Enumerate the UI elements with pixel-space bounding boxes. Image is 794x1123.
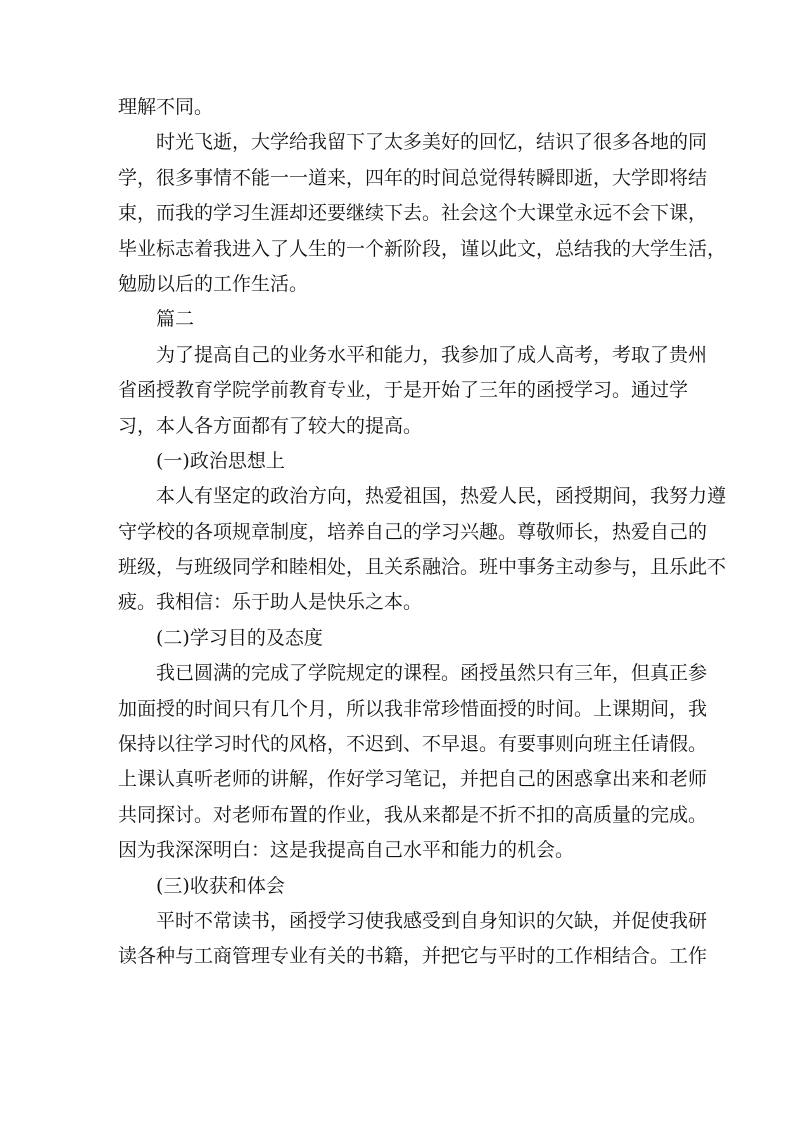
text-line: 班级，与班级同学和睦相处，且关系融洽。班中事务主动参与，且乐此不 (118, 556, 727, 579)
text-line: 理解不同。 (118, 96, 214, 118)
text-line: (三)收获和体会 (156, 874, 285, 897)
text-line: 读各种与工商管理专业有关的书籍，并把它与平时的工作相结合。工作 (118, 945, 708, 968)
text-line: 时光飞逝，大学给我留下了太多美好的回忆，结识了很多各地的同 (156, 131, 708, 154)
text-line: 守学校的各项规章制度，培养自己的学习兴趣。尊敬师长，热爱自己的 (118, 520, 708, 543)
text-line: 毕业标志着我进入了人生的一个新阶段，谨以此文，总结我的大学生活， (118, 237, 727, 260)
text-line: 疲。我相信：乐于助人是快乐之本。 (118, 591, 423, 614)
text-line: 篇二 (156, 308, 195, 331)
text-line: 习，本人各方面都有了较大的提高。 (118, 414, 423, 437)
document-body (118, 90, 727, 975)
text-line: 为了提高自己的业务水平和能力，我参加了成人高考，考取了贵州 (156, 343, 708, 366)
text-line: 保持以往学习时代的风格，不迟到、不早退。有要事则向班主任请假。 (118, 733, 708, 756)
text-line: 上课认真听老师的讲解，作好学习笔记，并把自己的困惑拿出来和老师 (118, 768, 708, 791)
text-line: 加面授的时间只有几个月，所以我非常珍惜面授的时间。上课期间，我 (118, 697, 708, 720)
text-line: (二)学习目的及态度 (156, 626, 323, 649)
text-line: 因为我深深明白：这是我提高自己水平和能力的机会。 (118, 839, 575, 862)
text-line: 省函授教育学院学前教育专业，于是开始了三年的函授学习。通过学 (118, 379, 689, 402)
text-line: 束，而我的学习生涯却还要继续下去。社会这个大课堂永远不会下课， (118, 202, 708, 225)
text-line: (一)政治思想上 (156, 449, 285, 472)
text-line: 我已圆满的完成了学院规定的课程。函授虽然只有三年，但真正参 (156, 662, 708, 685)
text-line: 平时不常读书，函授学习使我感受到自身知识的欠缺，并促使我研 (156, 909, 708, 932)
text-line: 本人有坚定的政治方向，热爱祖国，热爱人民，函授期间，我努力遵 (156, 485, 727, 508)
text-line: 勉励以后的工作生活。 (118, 272, 309, 295)
text-line: 共同探讨。对老师布置的作业，我从来都是不折不扣的高质量的完成。 (118, 803, 708, 826)
text-line: 学，很多事情不能一一道来，四年的时间总觉得转瞬即逝，大学即将结 (118, 166, 708, 189)
